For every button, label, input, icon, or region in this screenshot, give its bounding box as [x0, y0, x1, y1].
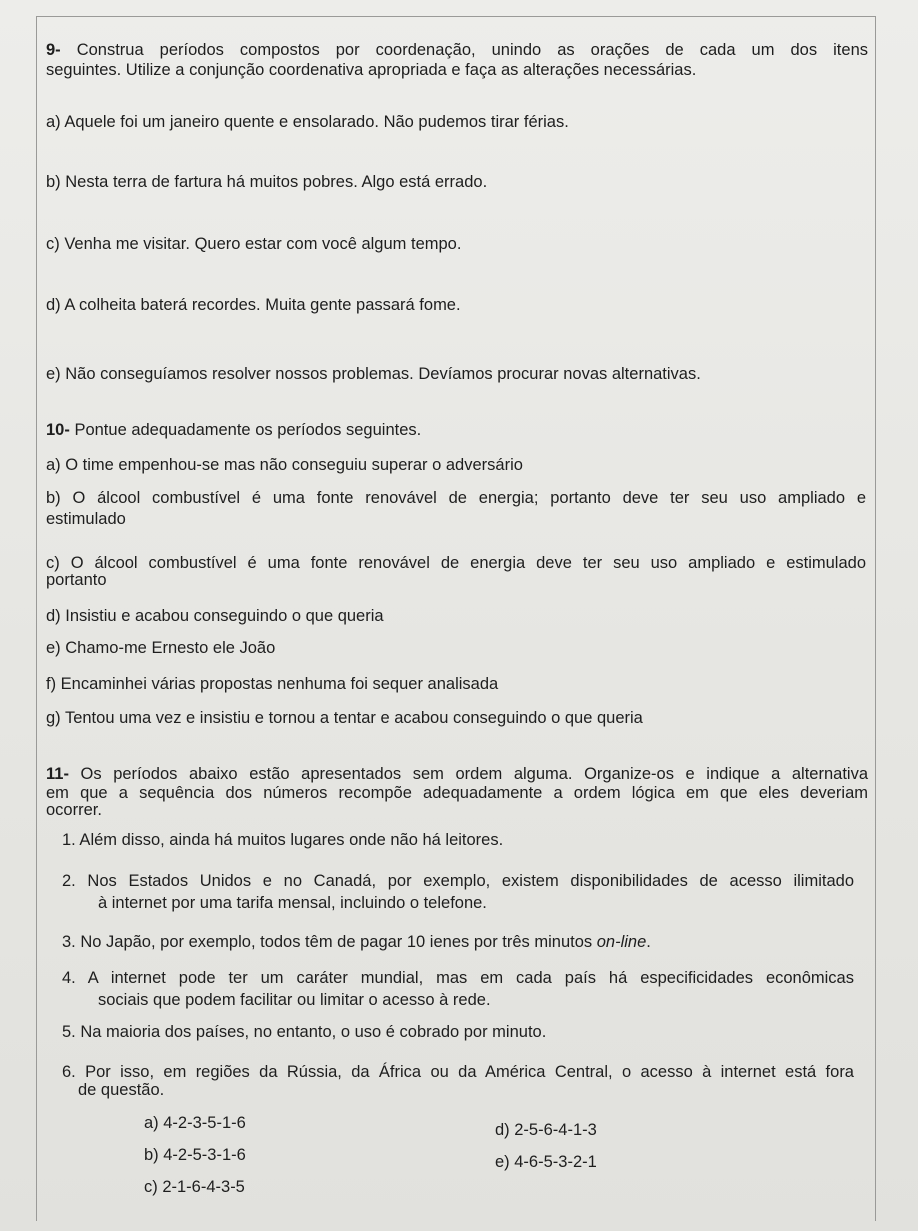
- q11-sentence-3-italic: on-line: [596, 933, 647, 951]
- q11-sentence-2-line1: 2. Nos Estados Unidos e no Canadá, por exemplo, existem disponibilidades de acesso ilimitado: [62, 872, 854, 890]
- q9-number: 9-: [46, 41, 61, 59]
- q11-sentence-3-end: .: [646, 933, 651, 951]
- q11-sentence-6-line2: de questão.: [78, 1081, 165, 1099]
- q11-sentence-6-line1: 6. Por isso, em regiões da Rússia, da África ou da América Central, o acesso à internet está fora: [62, 1063, 854, 1081]
- q10-item-c-line1: c) O álcool combustível é uma fonte renovável de energia deve ter seu uso ampliado e estimulado: [46, 554, 866, 572]
- q9-intro-line2: seguintes. Utilize a conjunção coordenativa apropriada e faça as alterações necessárias.: [46, 61, 697, 79]
- q10-item-d: d) Insistiu e acabou conseguindo o que queria: [46, 607, 384, 625]
- q11-sentence-3: [62, 932, 651, 952]
- q11-intro-text: Os períodos abaixo estão apresentados sem ordem alguma. Organize-os e indique a alternativa: [80, 765, 868, 783]
- q11-intro-line1: [46, 764, 868, 784]
- q11-option-e[interactable]: e) 4-6-5-3-2-1: [495, 1153, 597, 1171]
- q10-item-b-line2: estimulado: [46, 510, 126, 528]
- q11-option-b[interactable]: b) 4-2-5-3-1-6: [144, 1146, 246, 1164]
- q10-item-a: a) O time empenhou-se mas não conseguiu superar o adversário: [46, 456, 523, 474]
- q10-item-e: e) Chamo-me Ernesto ele João: [46, 639, 276, 657]
- q10-item-c-line2: portanto: [46, 571, 107, 589]
- q11-number: 11-: [46, 765, 69, 783]
- q9-intro-text: Construa períodos compostos por coordenação, unindo as orações de cada um dos itens: [76, 41, 868, 59]
- q9-item-e: e) Não conseguíamos resolver nossos problemas. Devíamos procurar novas alternativas.: [46, 365, 701, 383]
- q11-sentence-1: 1. Além disso, ainda há muitos lugares onde não há leitores.: [62, 831, 504, 849]
- q11-intro-line3: ocorrer.: [46, 801, 102, 819]
- q11-intro-line2: em que a sequência dos números recompõe adequadamente a ordem lógica em que eles deveriam: [46, 784, 868, 802]
- q11-sentence-2-line2: à internet por uma tarifa mensal, incluindo o telefone.: [98, 894, 487, 912]
- q9-item-c: c) Venha me visitar. Quero estar com você algum tempo.: [46, 235, 462, 253]
- q10-item-g: g) Tentou uma vez e insistiu e tornou a tentar e acabou conseguindo o que queria: [46, 709, 643, 727]
- q10-intro: [46, 420, 421, 440]
- q11-option-d[interactable]: d) 2-5-6-4-1-3: [495, 1121, 597, 1139]
- q11-sentence-4-line2: sociais que podem facilitar ou limitar o acesso à rede.: [98, 991, 491, 1009]
- q10-item-b-line1: b) O álcool combustível é uma fonte renovável de energia; portanto deve ter seu uso ampliado e: [46, 489, 866, 507]
- q11-sentence-3-text: 3. No Japão, por exemplo, todos têm de pagar 10 ienes por três minutos: [62, 933, 597, 951]
- q10-item-f: f) Encaminhei várias propostas nenhuma foi sequer analisada: [46, 675, 499, 693]
- q9-item-b: b) Nesta terra de fartura há muitos pobres. Algo está errado.: [46, 173, 488, 191]
- q10-number: 10-: [46, 421, 70, 439]
- q10-intro-text: Pontue adequadamente os períodos seguintes.: [74, 421, 422, 439]
- q11-option-a[interactable]: a) 4-2-3-5-1-6: [144, 1114, 246, 1132]
- q11-sentence-5: 5. Na maioria dos países, no entanto, o uso é cobrado por minuto.: [62, 1023, 547, 1041]
- q11-sentence-4-line1: 4. A internet pode ter um caráter mundial, mas em cada país há especificidades econômicas: [62, 969, 854, 987]
- q9-item-d: d) A colheita baterá recordes. Muita gente passará fome.: [46, 296, 461, 314]
- q9-intro-line1: [46, 40, 868, 60]
- q9-item-a: a) Aquele foi um janeiro quente e ensolarado. Não pudemos tirar férias.: [46, 113, 569, 131]
- q11-option-c[interactable]: c) 2-1-6-4-3-5: [144, 1178, 245, 1196]
